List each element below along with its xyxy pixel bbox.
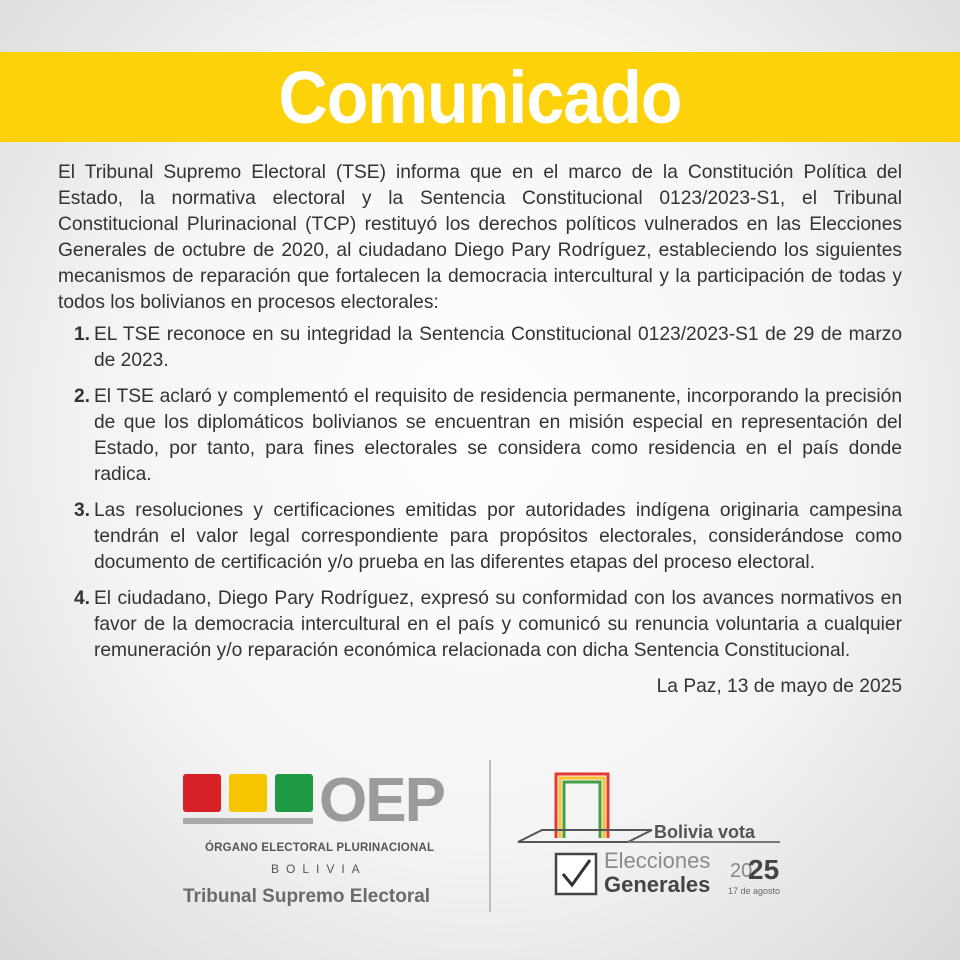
communique-body (58, 160, 902, 700)
green-square-icon (275, 774, 313, 812)
slogan: Bolivia vota (654, 822, 756, 842)
title-banner (0, 52, 960, 142)
generales-label: Generales (604, 872, 711, 897)
elections-logo (512, 766, 802, 906)
election-date: 17 de agosto (728, 886, 781, 896)
list-item-text: Las resoluciones y certificaciones emitidas por autoridades indígena originaria campesina tendrán el valor legal correspondiente para propósitos electorales, considerándose como documento de certificación y/o prueba en las diferentes etapas del proceso electoral. (94, 500, 902, 573)
list-item-text: EL TSE reconoce en su integridad la Sentencia Constitucional 0123/2023-S1 de 29 de marzo de 2023. (94, 324, 902, 371)
intro-paragraph: El Tribunal Supremo Electoral (TSE) informa que en el marco de la Constitución Política del Estado, la normativa electoral y la Sentencia Constitucional 0123/2023-S1, el Tribunal Constitucional Plurinacional (TCP) restituyó los derechos políticos vulnerados en las Elecciones Generales de octubre de 2020, al ciudadano Diego Pary Rodríguez, estableciendo los siguientes mecanismos de reparación que fortalecen la democracia intercultural y la participación de todas y todos los bolivianos en procesos electorales: (58, 162, 902, 313)
list-item-number: 2. (73, 386, 90, 407)
list-item-number: 3. (73, 500, 90, 521)
tribunal-name: Tribunal Supremo Electoral (183, 886, 431, 907)
elecciones-label: Elecciones (604, 848, 711, 873)
list-item (58, 498, 902, 576)
place-date: La Paz, 13 de mayo de 2025 (656, 676, 902, 697)
oep-acronym: OEP (319, 766, 444, 835)
list-item-text: El ciudadano, Diego Pary Rodríguez, expresó su conformidad con los avances normativos en favor de la democracia intercultural en el país y comunicó su renuncia voluntaria a cualquier remuneración y/o reparación económica relacionada con dicha Sentencia Constitucional. (94, 588, 902, 661)
list-item-number: 1. (73, 324, 90, 345)
yellow-square-icon (229, 774, 267, 812)
footer-divider (489, 760, 491, 912)
list-item (58, 384, 902, 488)
oep-full-name: ÓRGANO ELECTORAL PLURINACIONAL (205, 842, 435, 854)
list-item (58, 322, 902, 374)
list-item-text: El TSE aclaró y complementó el requisito de residencia permanente, incorporando la precisión de que los diplomáticos bolivianos se encuentran en misión especial en representación del Estado, por tanto, para fines electorales se considera como residencia en el país donde radica. (94, 386, 902, 485)
page-title: Comunicado (278, 55, 682, 139)
footer-logos (0, 760, 960, 960)
mechanisms-list (58, 322, 902, 664)
gray-bar-icon (183, 818, 313, 824)
year-prefix: 20 (730, 860, 753, 882)
oep-country: BOLIVIA (271, 862, 367, 876)
year-suffix: 25 (748, 854, 780, 885)
red-square-icon (183, 774, 221, 812)
list-item-number: 4. (73, 588, 90, 609)
list-item (58, 586, 902, 664)
